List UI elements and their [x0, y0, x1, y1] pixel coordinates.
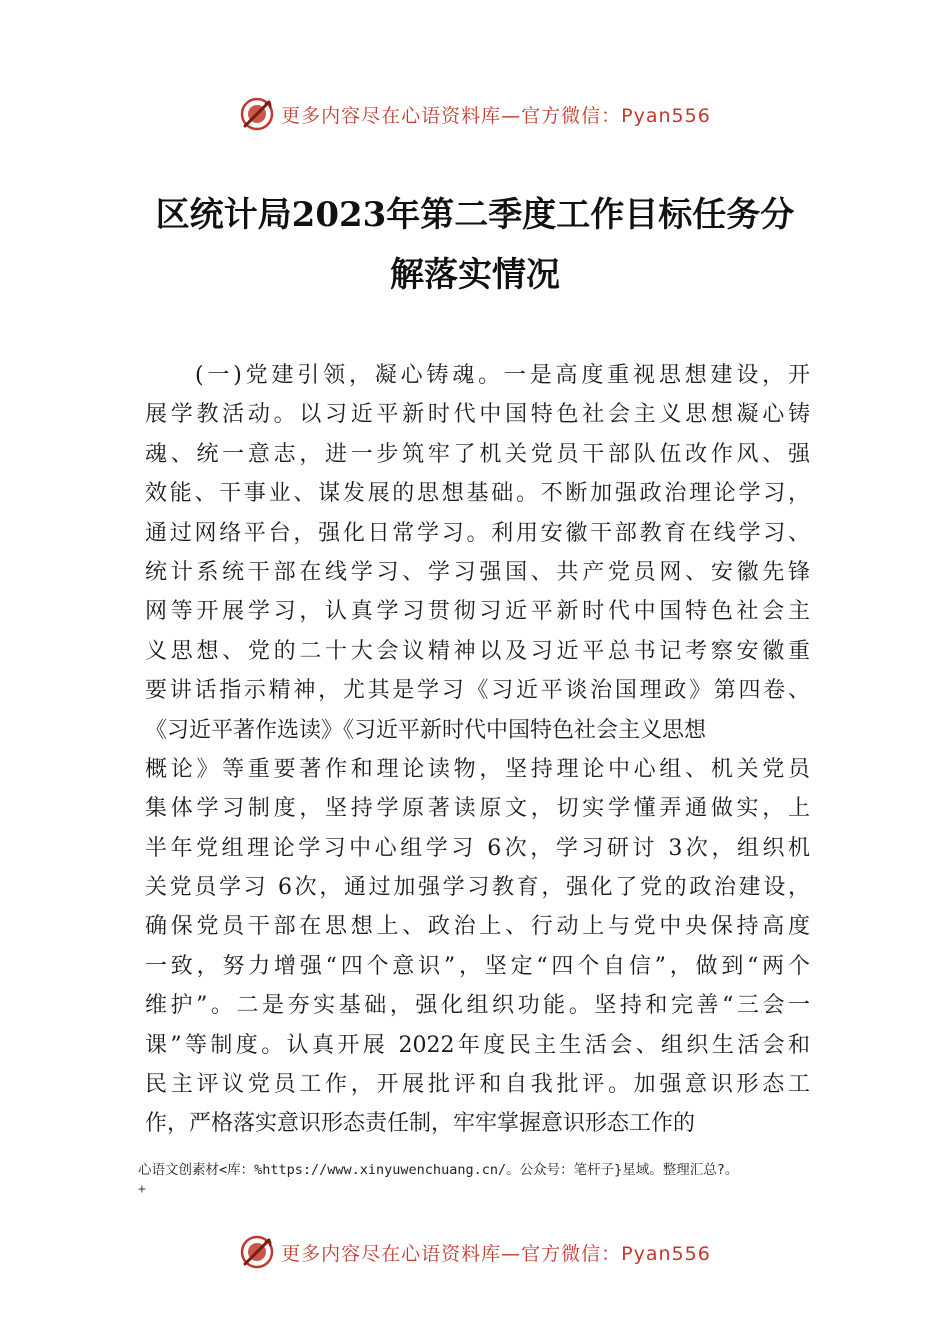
body-line: 网等开展学习，认真学习贯彻习近平新时代中国特色社会主 — [145, 599, 810, 625]
body-line: 集体学习制度，坚持学原著读原文，切实学懂弄通做实，上 — [145, 796, 810, 822]
title-line: 解落实情况 — [390, 255, 560, 295]
body-line: 义思想、党的二十大会议精神以及习近平总书记考察安徽重 — [145, 638, 810, 664]
document-title — [130, 185, 820, 305]
body-line: 关党员学习 6次，通过加强学习教育，强化了党的政治建设， — [145, 875, 810, 901]
footnote-mark: + — [138, 1182, 146, 1197]
banner-text: 更多内容尽在心语资料库—官方微信：Pyan556 — [281, 104, 711, 127]
body-line: 一致，努力增强“四个意识”，坚定“四个自信”，做到“两个 — [145, 953, 810, 979]
source-footnote — [138, 1160, 878, 1200]
body-line: 概论》等重要著作和理论读物，坚持理论中心组、机关党员 — [145, 756, 810, 782]
quill-seal-icon — [239, 1234, 275, 1270]
footnote-text: 心语文创素材<库：%https://www.xinyuwenchuang.cn/。公众号：笔杆子}星域。整理汇总?。 — [138, 1162, 739, 1178]
body-line: 通过网络平台，强化日常学习。利用安徽干部教育在线学习、 — [145, 520, 810, 546]
body-line: 课”等制度。认真开展 2022年度民主生活会、组织生活会和 — [145, 1032, 810, 1058]
body-line: 展学教活动。以习近平新时代中国特色社会主义思想凝心铸 — [145, 402, 810, 428]
body-line: 《习近平著作选读》《习近平新时代中国特色社会主义思想 — [145, 717, 707, 743]
banner-text: 更多内容尽在心语资料库—官方微信：Pyan556 — [281, 1242, 711, 1265]
footer-banner — [0, 1232, 950, 1272]
body-line: 作，严格落实意识形态责任制，牢牢掌握意识形态工作的 — [145, 1111, 696, 1137]
document-body — [145, 356, 810, 1144]
body-line: 要讲话指示精神，尤其是学习《习近平谈治国理政》第四卷、 — [145, 678, 810, 704]
body-line: 魂、统一意志，进一步筑牢了机关党员干部队伍改作风、强 — [145, 441, 810, 467]
body-line: 效能、干事业、谋发展的思想基础。不断加强政治理论学习， — [145, 481, 810, 507]
title-line: 区统计局2023年第二季度工作目标任务分 — [155, 195, 795, 235]
body-line: 半年党组理论学习中心组学习 6次，学习研讨 3次，组织机 — [145, 835, 810, 861]
quill-seal-icon — [239, 96, 275, 132]
body-line: 维护”。二是夯实基础，强化组织功能。坚持和完善“三会一 — [145, 993, 810, 1019]
header-banner — [0, 94, 950, 134]
body-line: 确保党员干部在思想上、政治上、行动上与党中央保持高度 — [145, 914, 810, 940]
body-line: 民主评议党员工作，开展批评和自我批评。加强意识形态工 — [145, 1072, 810, 1098]
body-line: 统计系统干部在线学习、学习强国、共产党员网、安徽先锋 — [145, 559, 810, 585]
body-line: (一)党建引领，凝心铸魂。一是高度重视思想建设，开 — [195, 363, 810, 388]
